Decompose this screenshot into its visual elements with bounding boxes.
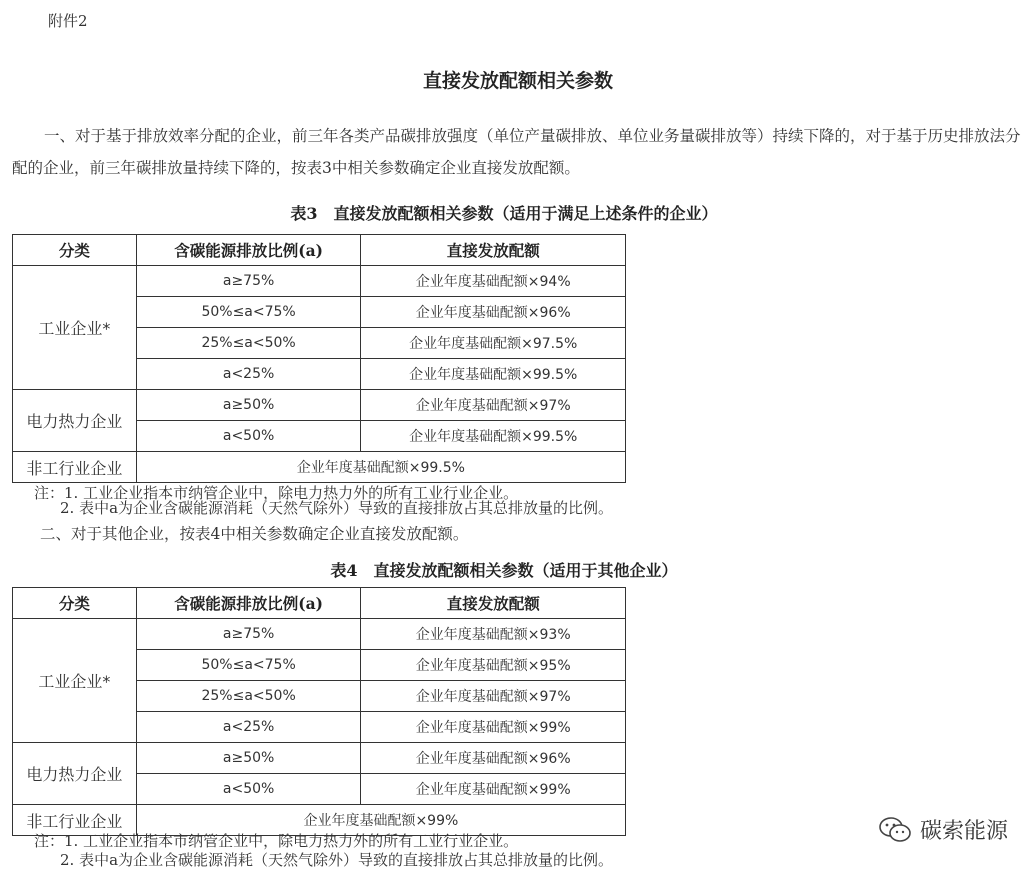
quota-cell: 企业年度基础配额×95% <box>361 650 626 681</box>
ratio-cell: 50%≤a<75% <box>136 297 361 328</box>
table-row <box>13 452 626 483</box>
header-quota: 直接发放配额 <box>361 235 626 266</box>
ratio-cell: 25%≤a<50% <box>136 681 361 712</box>
section-2-text: 二、对于其他企业，按表4中相关参数确定企业直接发放配额。 <box>40 525 469 543</box>
ratio-cell: a≥50% <box>136 390 361 421</box>
header-ratio: 含碳能源排放比例(a) <box>136 588 361 619</box>
quota-cell: 企业年度基础配额×99% <box>361 774 626 805</box>
quota-cell: 企业年度基础配额×96% <box>361 743 626 774</box>
quota-cell: 企业年度基础配额×96% <box>361 297 626 328</box>
table3-note-2: 2. 表中a为企业含碳能源消耗（天然气除外）导致的直接排放占其总排放量的比例。 <box>60 499 614 517</box>
table4-note-2: 2. 表中a为企业含碳能源消耗（天然气除外）导致的直接排放占其总排放量的比例。 <box>60 851 614 869</box>
category-power: 电力热力企业 <box>13 743 137 805</box>
quota-cell: 企业年度基础配额×94% <box>361 266 626 297</box>
quota-cell: 企业年度基础配额×99.5% <box>361 421 626 452</box>
header-ratio: 含碳能源排放比例(a) <box>136 235 361 266</box>
watermark <box>878 814 1008 845</box>
ratio-cell: 25%≤a<50% <box>136 328 361 359</box>
table3-caption: 表3 直接发放配额相关参数（适用于满足上述条件的企业） <box>290 204 718 223</box>
quota-cell: 企业年度基础配额×93% <box>361 619 626 650</box>
quota-cell: 企业年度基础配额×97% <box>361 390 626 421</box>
category-power: 电力热力企业 <box>13 390 137 452</box>
table3-note-1: 注：1. 工业企业指本市纳管企业中，除电力热力外的所有工业行业企业。 <box>34 484 519 502</box>
paragraph-1: 一、对于基于排放效率分配的企业，前三年各类产品碳排放强度（单位产量碳排放、单位业务量碳排放等）持续下降的，对于基于历史排放法分配的企业，前三年碳排放量持续下降的，按表3中相关参数确定企业直接发放配额。 <box>12 127 1021 177</box>
page-title: 直接发放配额相关参数 <box>422 70 613 92</box>
wechat-icon <box>878 816 912 844</box>
ratio-cell: a<50% <box>136 421 361 452</box>
ratio-cell: a≥75% <box>136 619 361 650</box>
table4-note-1: 注：1. 工业企业指本市纳管企业中，除电力热力外的所有工业行业企业。 <box>34 832 519 850</box>
table-row <box>13 619 626 650</box>
category-non-industrial: 非工行业企业 <box>13 805 137 836</box>
header-category: 分类 <box>13 235 137 266</box>
table-row <box>13 743 626 774</box>
table-row <box>13 390 626 421</box>
ratio-cell: a≥75% <box>136 266 361 297</box>
watermark-text: 碳索能源 <box>919 819 1008 844</box>
table-row <box>13 266 626 297</box>
quota-cell: 企业年度基础配额×97% <box>361 681 626 712</box>
category-industrial: 工业企业* <box>13 266 137 390</box>
table4 <box>12 587 626 836</box>
quota-cell: 企业年度基础配额×97.5% <box>361 328 626 359</box>
category-non-industrial: 非工行业企业 <box>13 452 137 483</box>
ratio-cell: a<50% <box>136 774 361 805</box>
table4-caption: 表4 直接发放配额相关参数（适用于其他企业） <box>330 561 678 580</box>
category-industrial: 工业企业* <box>13 619 137 743</box>
quota-cell: 企业年度基础配额×99% <box>361 712 626 743</box>
header-quota: 直接发放配额 <box>361 588 626 619</box>
table4-header-row <box>13 588 626 619</box>
table3-header-row <box>13 235 626 266</box>
ratio-cell: 50%≤a<75% <box>136 650 361 681</box>
quota-cell: 企业年度基础配额×99% <box>136 805 625 836</box>
ratio-cell: a<25% <box>136 712 361 743</box>
attachment-label: 附件2 <box>48 12 88 30</box>
header-category: 分类 <box>13 588 137 619</box>
table3 <box>12 234 626 483</box>
ratio-cell: a≥50% <box>136 743 361 774</box>
ratio-cell: a<25% <box>136 359 361 390</box>
quota-cell: 企业年度基础配额×99.5% <box>361 359 626 390</box>
quota-cell: 企业年度基础配额×99.5% <box>136 452 625 483</box>
